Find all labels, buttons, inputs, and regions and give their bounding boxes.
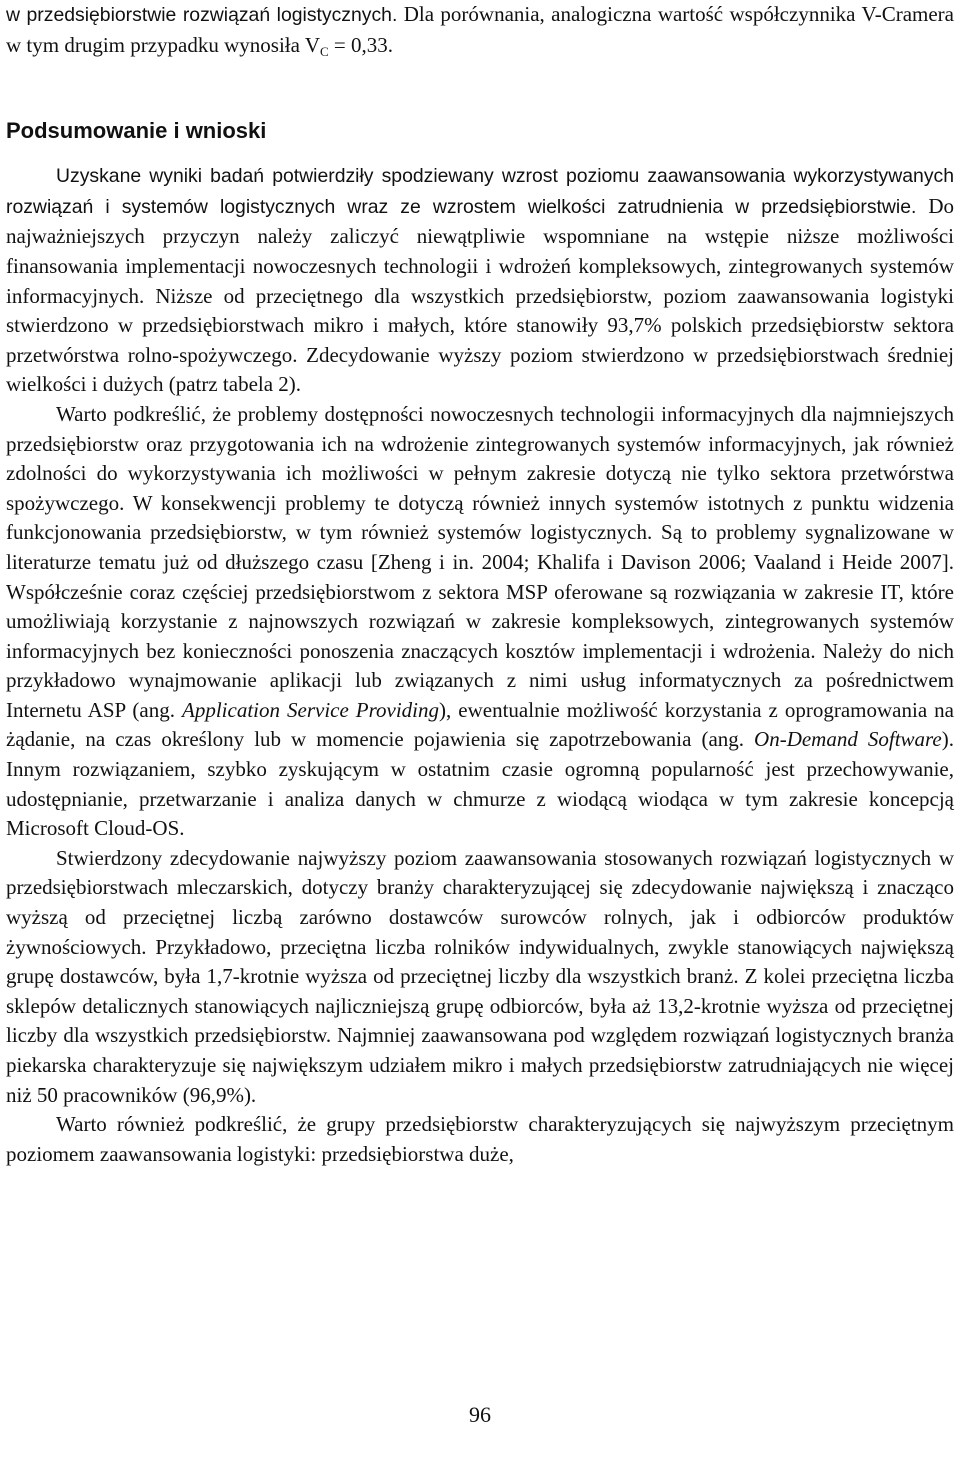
section-heading: Podsumowanie i wnioski <box>6 118 267 144</box>
paragraph-1-sans-text: Uzyskane wyniki badań potwierdziły spodziewany wzrost poziomu zaawansowania wykorzystywanych rozwiązań i systemów logistycznych wraz ze wzrostem wielkości zatrudnienia w przedsiębiorstwie. <box>6 165 954 218</box>
paragraph-2-text-b: ), ewentualnie możliwość korzystania z oprogramowania na żądanie, na czas określony lub w momencie pojawienia się zapotrzebowania (ang. <box>6 697 954 752</box>
paragraph-1-text: Do najważniejszych przyczyn należy zaliczyć niewątpliwie wspomniane na wstępie niższe możliwości finansowania implementacji nowoczesnych technologii i wdrożeń kompleksowych, zintegrowanych systemów informacyjnych. Niższe od przeciętnego dla wszystkich przedsiębiorstw, poziom zaawansowania logistyki stwierdzono w przedsiębiorstwach mikro i małych, które stanowiły 93,7% polskich przedsiębiorstw sektora przetwórstwa rolno-spożywczego. Zdecydowanie wyższy poziom stwierdzono w przedsiębiorstwach średniej wielkości i dużych (patrz tabela 2). <box>6 193 954 397</box>
top-text: Dla porównania, analogiczna wartość współczynnika V-Cramera w tym drugim przypadku wynosiła V <box>6 2 954 57</box>
paragraph-3: Stwierdzony zdecydowanie najwyższy poziom zaawansowania stosowanych rozwiązań logistycznych w przedsiębiorstwach mleczarskich, dotyczy branży charakteryzującej się zdecydowanie największą i znacząco wyższą od przeciętnej liczbą zarówno dostawców surowców rolnych, jak i odbiorców produktów żywnościowych. Przykładowo, przeciętna liczba rolników indywidualnych, zwykle stanowiących największą grupę dostawców, była 1,7-krotnie wyższa od przeciętnej liczby dla wszystkich branż. Z kolei przeciętna liczba sklepów detalicznych stanowiących najliczniejszą grupę odbiorców, była aż 13,2-krotnie wyższa od przeciętnej liczby dla wszystkich przedsiębiorstw. Najmniej zaawansowana pod względem rozwiązań logistycznych branża piekarska charakteryzuje się największym udziałem mikro i małych przedsiębiorstw zatrudniających nie więcej niż 50 pracowników (96,9%). <box>6 845 954 1107</box>
paragraph-1 <box>6 161 954 400</box>
top-text-end: = 0,33. <box>328 32 394 57</box>
top-paragraph <box>6 0 954 60</box>
paragraph-2-text-a: Warto podkreślić, że problemy dostępności nowoczesnych technologii informacyjnych dla najmniejszych przedsiębiorstw oraz przygotowania ich na wdrożenie zintegrowanych systemów informacyjnych, jak również zdolności do wykorzystywania ich możliwości w pełnym zakresie dotyczą nie tylko sektora przetwórstwa spożywczego. W konsekwencji problemy te dotyczą również innych systemów istotnych z punktu widzenia funkcjonowania przedsiębiorstw, w tym również systemów logistycznych. Są to problemy sygnalizowane w literaturze tematu już od dłuższego czasu [Zheng i in. 2004; Khalifa i Davison 2006; Vaaland i Heide 2007]. Współcześnie coraz częściej przedsiębiorstwom z sektora MSP oferowane są rozwiązania w zakresie IT, które umożliwiają korzystanie z najnowszych rozwiązań w zakresie kompleksowych, zintegrowanych systemów informacyjnych bez konieczności ponoszenia znaczących kosztów implementacji i wdrożenia. Należy do nich przykładowo wynajmowanie aplikacji lub związanych z nimi usług informatycznych za pośrednictwem Internetu ASP (ang. <box>6 401 954 722</box>
page-body <box>6 0 954 1169</box>
paragraph-2-term-asp: Application Service Providing <box>182 697 440 722</box>
paragraph-2-term-ods: On-Demand Software <box>754 727 942 752</box>
paragraph-4: Warto również podkreślić, że grupy przedsiębiorstw charakteryzujących się najwyższym przeciętnym poziomem zaawansowania logistyki: przedsiębiorstwa duże, <box>6 1112 954 1166</box>
page-number: 96 <box>469 1402 491 1427</box>
paragraph-2 <box>6 400 954 844</box>
top-text-sans: w przedsiębiorstwie rozwiązań logistycznych. <box>6 4 398 26</box>
top-subscript: C <box>320 43 329 59</box>
paragraph-2-text-c: ). Innym rozwiązaniem, szybko zyskującym w ostatnim czasie ogromną popularność jest przechowywanie, udostępnianie, przetwarzanie i analiza danych w chmurze z wiodącą wiodąca w tym zakresie koncepcją Microsoft Cloud-OS. <box>6 727 954 841</box>
